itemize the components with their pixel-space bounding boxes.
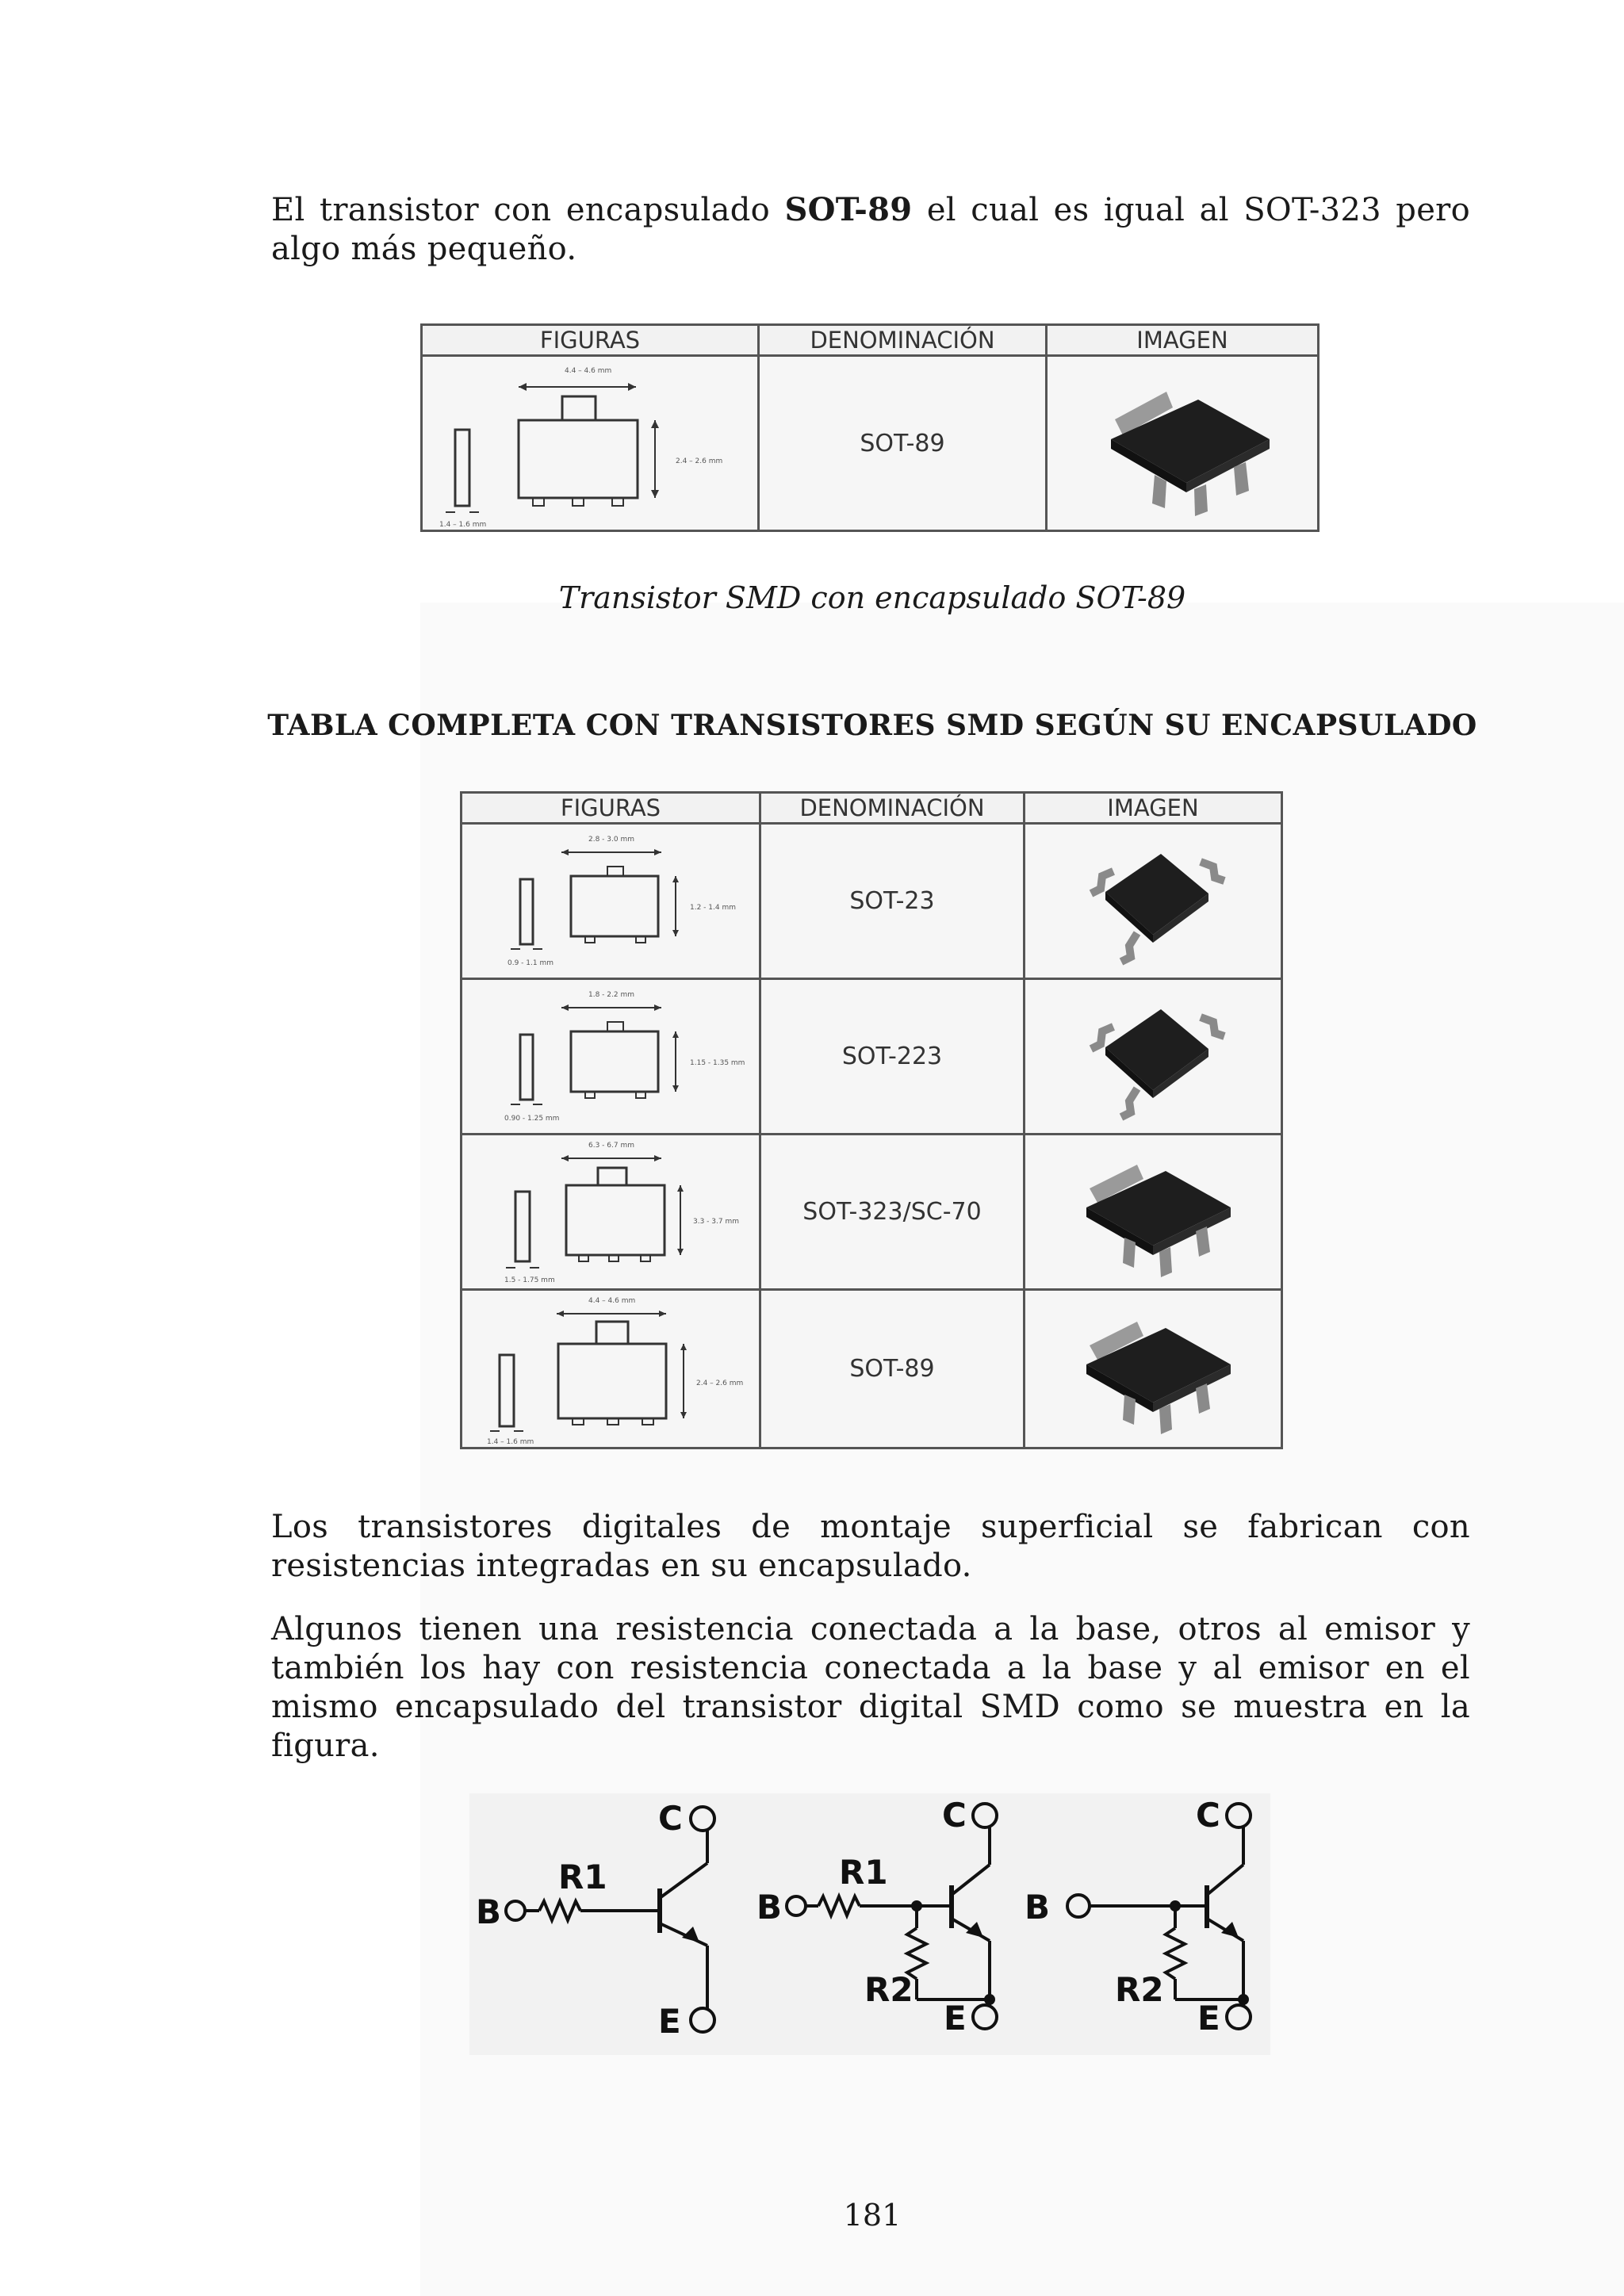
row-denominacion: SOT-89	[760, 1290, 1025, 1448]
sot323-component-image	[1058, 1141, 1248, 1284]
circuit-2-r1-label: R1	[839, 1853, 888, 1892]
sot89-component-image	[1079, 364, 1285, 522]
thickness-dimension: 1.5 - 1.75 mm	[504, 1276, 555, 1284]
table1-figure-cell	[422, 356, 759, 531]
table1-denominacion: SOT-89	[759, 356, 1047, 531]
circuit-3-base-label: B	[1025, 1888, 1051, 1927]
table-row	[462, 1290, 1282, 1448]
page-number: 181	[843, 2198, 902, 2233]
figure-caption: Transistor SMD con encapsulado SOT-89	[558, 580, 1186, 615]
package-drawing	[468, 1136, 753, 1288]
row-image-cell	[1025, 1135, 1282, 1290]
sot89-component-image	[1058, 1296, 1248, 1442]
circuit-1-r1-label: R1	[558, 1858, 607, 1896]
intro-text-bold: SOT-89	[784, 191, 913, 228]
intro-text-post: el cual es igual al SOT-323 pero algo más pequeño.	[271, 192, 1470, 267]
width-dimension: 1.8 - 2.2 mm	[588, 990, 634, 999]
circuit-2-collector-label: C	[942, 1796, 967, 1835]
thickness-dimension: 0.9 - 1.1 mm	[508, 959, 553, 967]
circuit-1-collector-label: C	[658, 1799, 683, 1838]
height-dimension: 1.2 - 1.4 mm	[690, 903, 736, 912]
paragraph-digital-transistors: Los transistores digitales de montaje superficial se fabrican con resistencias integradas en su encapsulado.	[271, 1509, 1470, 1584]
thickness-dimension: 0.90 - 1.25 mm	[504, 1114, 560, 1123]
row-denominacion: SOT-323/SC-70	[760, 1135, 1025, 1290]
paragraph-resistor-config: Algunos tienen una resistencia conectada a la base, otros al emisor y también los hay con resistencia conectada a la base y al emisor en el mismo encapsulado del transistor digital SMD como se muestra en la figura.	[271, 1611, 1470, 1764]
circuit-1	[506, 1807, 714, 2032]
package-drawing	[468, 1292, 753, 1447]
row-figure-cell	[462, 979, 760, 1135]
table-row	[462, 979, 1282, 1135]
intro-text-pre: El transistor con encapsulado	[271, 192, 785, 228]
intro-paragraph	[271, 190, 1470, 269]
package-drawing	[423, 357, 756, 530]
circuit-2-r2-label: R2	[864, 1970, 914, 2009]
circuit-1-base-label: B	[476, 1892, 502, 1931]
sot89-table	[420, 323, 1320, 532]
row-image-cell	[1025, 979, 1282, 1135]
circuit-2-emitter-label: E	[944, 1999, 967, 2038]
circuit-2-base-label: B	[756, 1888, 783, 1927]
width-dimension: 4.4 – 4.6 mm	[588, 1296, 636, 1305]
smd-packages-table	[460, 791, 1283, 1449]
width-dimension: 2.8 - 3.0 mm	[588, 835, 634, 844]
table-row	[462, 824, 1282, 979]
thickness-dimension: 1.4 – 1.6 mm	[487, 1437, 534, 1446]
table-row	[462, 1135, 1282, 1290]
package-drawing	[468, 825, 753, 978]
row-denominacion: SOT-223	[760, 979, 1025, 1135]
circuit-3-emitter-label: E	[1197, 1999, 1220, 2038]
table2-header-imagen: IMAGEN	[1025, 793, 1282, 824]
table1-image-cell	[1047, 356, 1319, 531]
height-dimension: 1.15 - 1.35 mm	[690, 1058, 745, 1067]
section-heading: TABLA COMPLETA CON TRANSISTORES SMD SEGÚN SU ENCAPSULADO	[267, 709, 1477, 742]
circuit-3-collector-label: C	[1196, 1796, 1220, 1835]
table2-header-denominacion: DENOMINACIÓN	[760, 793, 1025, 824]
package-drawing	[468, 981, 753, 1133]
row-image-cell	[1025, 824, 1282, 979]
width-dimension: 4.4 – 4.6 mm	[565, 367, 612, 375]
table1-header-denominacion: DENOMINACIÓN	[759, 325, 1047, 356]
width-dimension: 6.3 - 6.7 mm	[588, 1141, 634, 1150]
height-dimension: 2.4 – 2.6 mm	[696, 1379, 744, 1387]
height-dimension: 2.4 – 2.6 mm	[676, 457, 723, 465]
row-denominacion: SOT-23	[760, 824, 1025, 979]
circuit-3-r2-label: R2	[1115, 1970, 1164, 2009]
table2-header-figuras: FIGURAS	[462, 793, 760, 824]
height-dimension: 3.3 - 3.7 mm	[693, 1217, 739, 1226]
sot23-component-image	[1066, 830, 1240, 973]
table1-header-figuras: FIGURAS	[422, 325, 759, 356]
row-image-cell	[1025, 1290, 1282, 1448]
row-figure-cell	[462, 1290, 760, 1448]
table1-header-imagen: IMAGEN	[1047, 325, 1319, 356]
digital-transistor-circuits	[469, 1793, 1270, 2055]
sot223-component-image	[1066, 985, 1240, 1128]
row-figure-cell	[462, 824, 760, 979]
row-figure-cell	[462, 1135, 760, 1290]
circuit-1-emitter-label: E	[658, 2002, 681, 2041]
thickness-dimension: 1.4 – 1.6 mm	[439, 521, 487, 529]
